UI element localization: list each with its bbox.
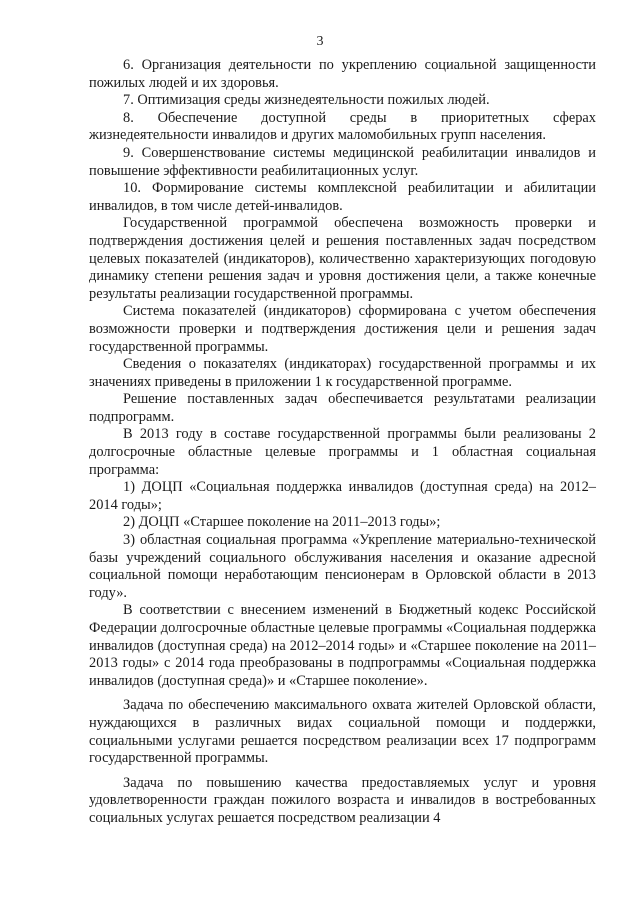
paragraph-item-9: 9. Совершенствование системы медицинской реабилитации инвалидов и повышение эффективности реабилитационных услуг. [89,144,596,179]
document-body [89,57,596,828]
page-number: 3 [316,34,324,49]
list-item-program-2: 2) ДОЦП «Старшее поколение на 2011–2013 годы»; [123,514,441,531]
paragraph-programs-2013: В 2013 году в составе государственной программы были реализованы 2 долгосрочные областные целевые программы и 1 областная социальная программа: [89,426,596,478]
list-item-program-1: 1) ДОЦП «Социальная поддержка инвалидов (доступная среда) на 2012–2014 годы»; [89,479,596,513]
paragraph-indicator-info: Сведения о показателях (индикаторах) государственной программы и их значениях приведены в приложении 1 к государственной программе. [89,356,596,390]
paragraph-item-7: 7. Оптимизация среды жизнедеятельности пожилых людей. [123,92,490,109]
paragraph-item-10: 10. Формирование системы комплексной реабилитации и абилитации инвалидов, в том числе детей-инвалидов. [89,180,596,214]
paragraph-quality-task: Задача по повышению качества предоставляемых услуг и уровня удовлетворенности граждан пожилого возраста и инвалидов в востребованных социальных услугах решается посредством реализации 4 [89,774,596,826]
list-item-program-3: 3) областная социальная программа «Укрепление материально-технической базы учреждений социального обслуживания населения и оказание адресной социальной помощи неработающим пенсионерам в Орловской области в 2013 году». [89,532,596,601]
paragraph-item-6: 6. Организация деятельности по укреплению социальной защищенности пожилых людей и их здоровья. [89,57,596,91]
paragraph-coverage-task: Задача по обеспечению максимального охвата жителей Орловской области, нуждающихся в различных видах социальной помощи и поддержки, социальными услугами решается посредством реализации всех 17 подпрограмм государственной программы. [89,697,596,767]
paragraph-budget-code: В соответствии с внесением изменений в Бюджетный кодекс Российской Федерации долгосрочные областные целевые программы «Социальная поддержка инвалидов (доступная среда) на 2012–2014 годы» и «Старшее поколение на 2011–2013 годы» с 2014 года преобразованы в подпрограммы «Социальная поддержка инвалидов (доступная среда)» и «Старшее поколение». [89,602,596,689]
paragraph-task-solution: Решение поставленных задач обеспечивается результатами реализации подпрограмм. [89,391,596,425]
paragraph-indicator-system: Система показателей (индикаторов) сформирована с учетом обеспечения возможности проверки и подтверждения достижения цели и решения задач государственной программы. [89,303,596,355]
paragraph-indicators: Государственной программой обеспечена возможность проверки и подтверждения достижения целей и решения поставленных задач посредством целевых показателей (индикаторов), количественно характеризующих погодовую динамику степени решения задач и уровня достижения цели, а также конечные результаты реализации государственной программы. [89,215,596,302]
paragraph-item-8: 8. Обеспечение доступной среды в приоритетных сферах жизнедеятельности инвалидов и других маломобильных групп населения. [89,109,596,144]
